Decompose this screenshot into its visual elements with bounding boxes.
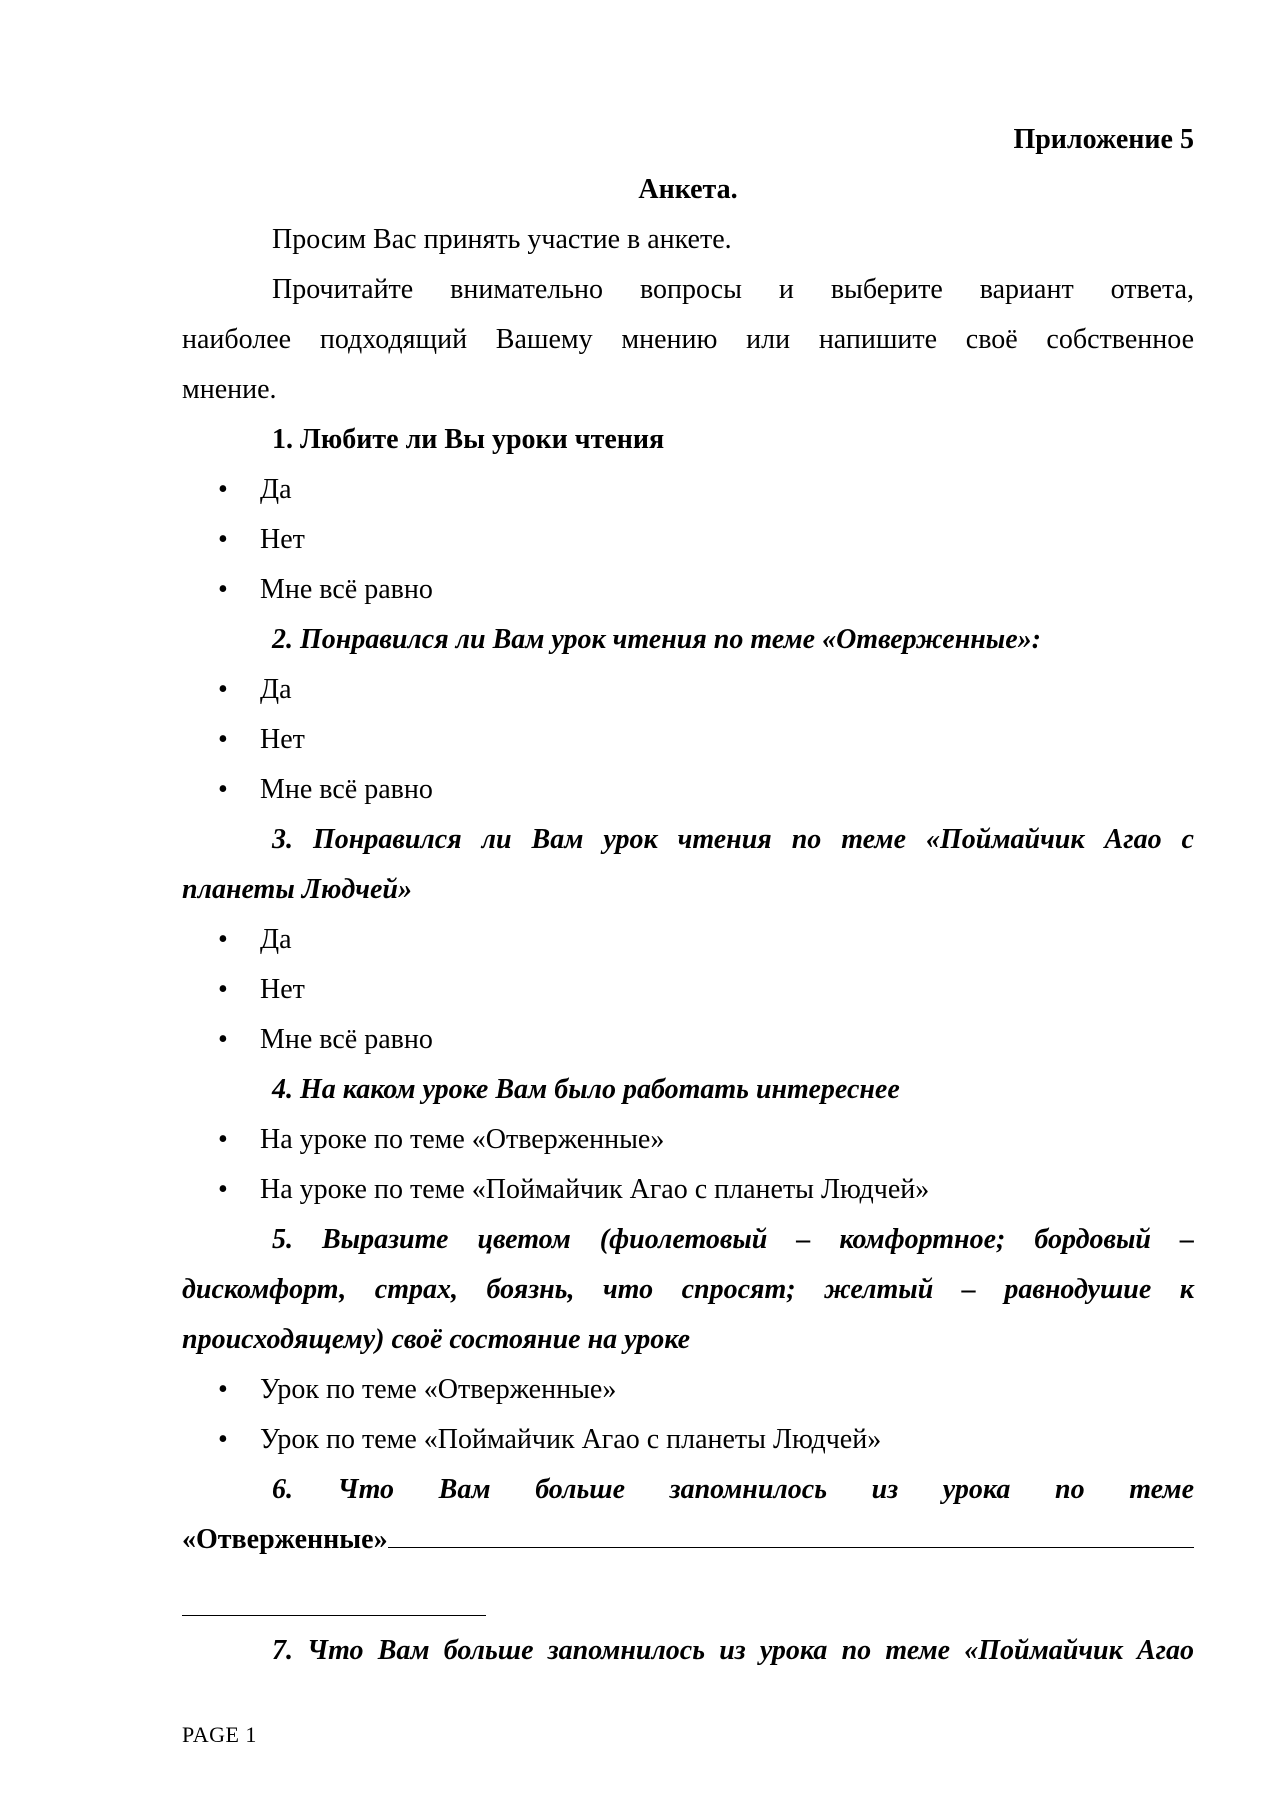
bullet-icon: • (218, 1174, 228, 1205)
question-3-option: • Нет (182, 965, 1194, 1015)
question-4-option: • На уроке по теме «Отверженные» (182, 1115, 1194, 1165)
question-2-option: • Да (182, 665, 1194, 715)
bullet-icon: • (218, 974, 228, 1005)
question-5-title-line-2: дискомфорт, страх, боязнь, что спросят; желтый – равнодушие к (182, 1274, 1194, 1305)
bullet-icon: • (218, 724, 228, 755)
question-3-title-line-1: 3. Понравился ли Вам урок чтения по теме «Поймайчик Агао с (272, 824, 1194, 855)
bullet-icon: • (218, 774, 228, 805)
question-2-option: • Нет (182, 715, 1194, 765)
question-1-option: • Нет (182, 515, 1194, 565)
page-footer: PAGE 1 (182, 1722, 257, 1747)
document-body (182, 115, 1194, 1676)
document-title: Анкета. (638, 174, 738, 205)
question-2-title: 2. Понравился ли Вам урок чтения по теме «Отверженные»: (272, 624, 1041, 655)
question-3-option: • Мне всё равно (182, 1015, 1194, 1065)
bullet-icon: • (218, 1124, 228, 1155)
bullet-icon: • (218, 474, 228, 505)
bullet-icon: • (218, 574, 228, 605)
bullet-icon: • (218, 1374, 228, 1405)
question-4-title: 4. На каком уроке Вам было работать интереснее (272, 1074, 900, 1105)
question-5-option: • Урок по теме «Поймайчик Агао с планеты Людчей» (182, 1415, 1194, 1465)
question-6-answer-line (182, 1515, 1194, 1565)
answer-underline (388, 1546, 1194, 1548)
question-6-title-line-2: «Отверженные» (182, 1524, 388, 1555)
intro-paragraph-2-line-3: мнение. (182, 374, 277, 405)
question-5-option: • Урок по теме «Отверженные» (182, 1365, 1194, 1415)
bullet-icon: • (218, 924, 228, 955)
intro-paragraph-2-line-1: Прочитайте внимательно вопросы и выберите вариант ответа, (272, 274, 1194, 305)
bullet-icon: • (218, 1424, 228, 1455)
question-1-option: • Да (182, 465, 1194, 515)
bullet-icon: • (218, 524, 228, 555)
question-5-title-line-3: происходящему) своё состояние на уроке (182, 1324, 690, 1355)
question-3-title-line-2: планеты Людчей» (182, 874, 412, 905)
question-3-option: • Да (182, 915, 1194, 965)
question-7-title-line-1: 7. Что Вам больше запомнилось из урока по теме «Поймайчик Агао (272, 1635, 1194, 1666)
appendix-label: Приложение 5 (1013, 124, 1194, 155)
question-6-title-line-1: 6. Что Вам больше запомнилось из урока по теме (272, 1474, 1194, 1505)
question-4-option: • На уроке по теме «Поймайчик Агао с планеты Людчей» (182, 1165, 1194, 1215)
question-2-option: • Мне всё равно (182, 765, 1194, 815)
question-1-title: 1. Любите ли Вы уроки чтения (272, 424, 665, 455)
intro-paragraph-1: Просим Вас принять участие в анкете. (272, 224, 732, 255)
bullet-icon: • (218, 1024, 228, 1055)
question-5-title-line-1: 5. Выразите цветом (фиолетовый – комфортное; бордовый – (272, 1224, 1194, 1255)
question-1-option: • Мне всё равно (182, 565, 1194, 615)
answer-underline-continuation (182, 1595, 486, 1616)
bullet-icon: • (218, 674, 228, 705)
intro-paragraph-2-line-2: наиболее подходящий Вашему мнению или напишите своё собственное (182, 324, 1194, 355)
